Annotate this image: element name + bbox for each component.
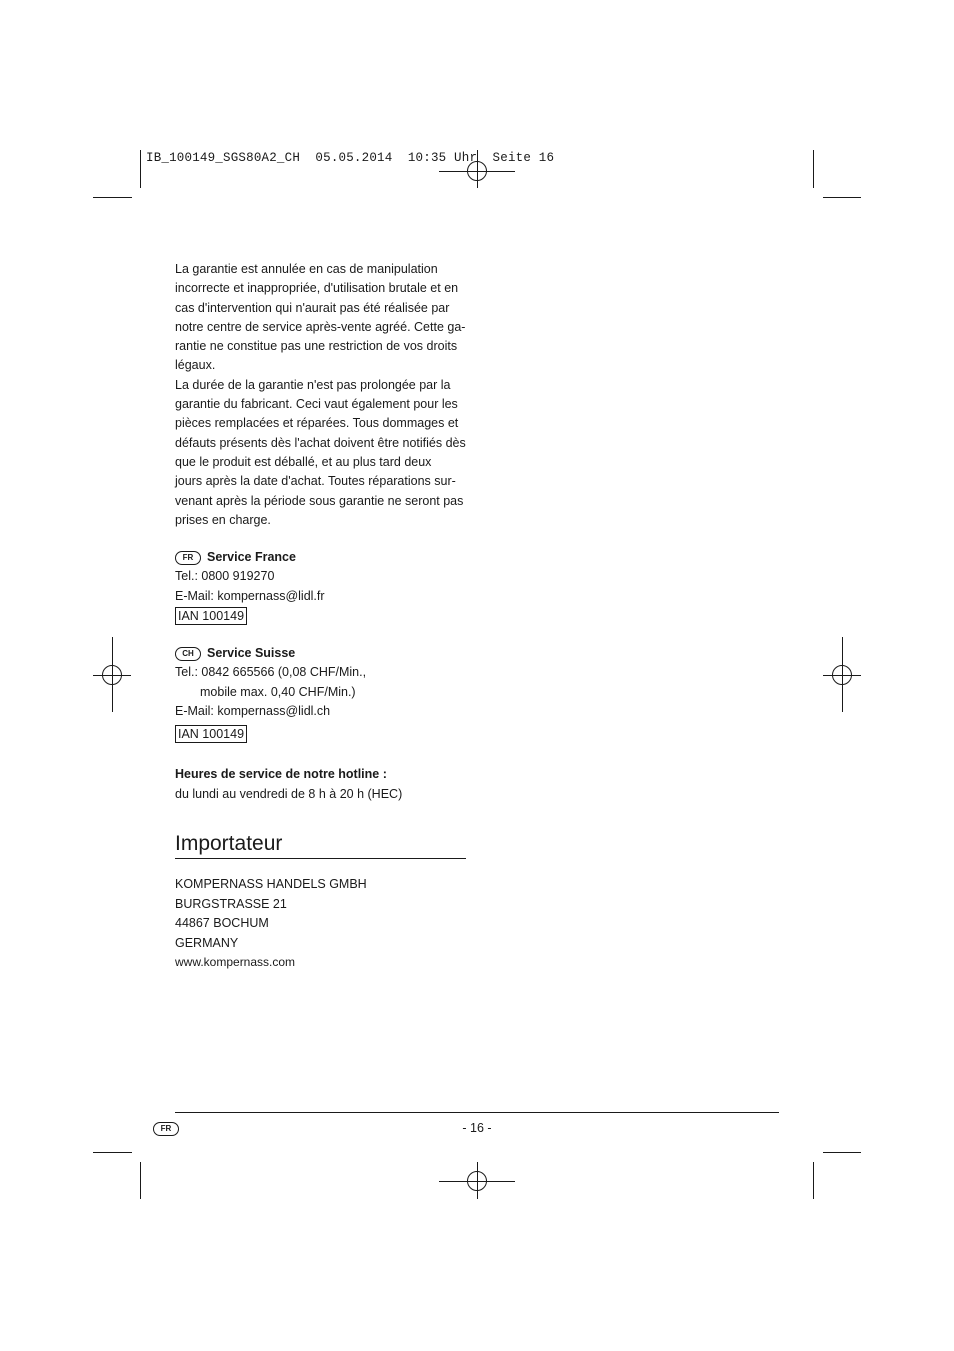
footer-flag	[153, 1121, 179, 1136]
importer-address	[175, 875, 470, 973]
text-line: prises en charge.	[175, 512, 271, 527]
text-line: venant après la période sous garantie ne seront pas	[175, 493, 464, 508]
address-line: KOMPERNASS HANDELS GMBH	[175, 877, 367, 891]
registration-circle	[467, 1171, 487, 1191]
service-suisse-tel-mobile: mobile max. 0,40 CHF/Min.)	[200, 684, 356, 699]
ch-flag-icon: CH	[175, 647, 201, 661]
text-line: rantie ne constitue pas une restriction de vos droits	[175, 339, 458, 354]
fr-flag-icon: FR	[175, 551, 201, 565]
crop-mark	[823, 1152, 861, 1153]
warranty-paragraph-2	[175, 376, 470, 530]
crop-mark	[93, 197, 132, 198]
warranty-section	[175, 260, 470, 530]
text-line: La durée de la garantie n'est pas prolongée par la	[175, 377, 451, 392]
text-line: légaux.	[175, 358, 216, 373]
website: www.kompernass.com	[175, 955, 296, 970]
service-france-title: FR Service France	[175, 548, 470, 567]
service-suisse-section	[175, 644, 470, 744]
registration-circle	[102, 665, 122, 685]
text-line: cas d'intervention qui n'aurait pas été réalisée par	[175, 300, 450, 315]
text-line: notre centre de service après-vente agréé. Cette ga-	[175, 319, 466, 334]
crop-mark	[823, 197, 861, 198]
address-line: BURGSTRASSE 21	[175, 896, 287, 911]
service-suisse-tel: Tel.: 0842 665566 (0,08 CHF/Min.,	[175, 665, 367, 680]
crop-mark	[140, 150, 141, 188]
text-line: La garantie est annulée en cas de manipulation	[175, 262, 438, 276]
heading-rule	[175, 858, 466, 859]
service-france-section	[175, 548, 470, 626]
crop-mark	[93, 1152, 132, 1153]
text-line: que le produit est déballé, et au plus tard deux	[175, 454, 432, 469]
print-slug: IB_100149_SGS80A2_CH 05.05.2014 10:35 Uhr Seite 16	[146, 151, 555, 165]
crop-mark	[813, 150, 814, 188]
hotline-hours: du lundi au vendredi de 8 h à 20 h (HEC)	[175, 787, 403, 801]
service-suisse-email: E-Mail: kompernass@lidl.ch	[175, 703, 331, 718]
warranty-paragraph-1	[175, 260, 470, 376]
service-france-email: E-Mail: kompernass@lidl.fr	[175, 588, 325, 603]
importer-heading: Importateur	[175, 832, 283, 855]
address-line: GERMANY	[175, 935, 239, 950]
address-line: 44867 BOCHUM	[175, 916, 269, 931]
fr-flag-icon: FR	[153, 1122, 179, 1136]
footer-rule	[175, 1112, 779, 1113]
text-line: garantie du fabricant. Ceci vaut également pour les	[175, 397, 458, 412]
service-france-tel: Tel.: 0800 919270	[175, 569, 275, 584]
service-suisse-title: CH Service Suisse	[175, 644, 470, 663]
registration-circle	[832, 665, 852, 685]
importer-heading-block	[175, 831, 470, 857]
crop-mark	[813, 1162, 814, 1199]
hotline-title: Heures de service de notre hotline :	[175, 767, 387, 781]
text-line: pièces remplacées et réparées. Tous dommages et	[175, 416, 459, 431]
ian-box: IAN 100149	[175, 607, 247, 625]
ian-box: IAN 100149	[175, 725, 247, 743]
text-line: jours après la date d'achat. Toutes réparations sur-	[175, 474, 456, 489]
page-number: - 16 -	[462, 1121, 492, 1135]
crop-mark	[140, 1162, 141, 1199]
text-line: défauts présents dès l'achat doivent être notifiés dès	[175, 435, 466, 450]
text-line: incorrecte et inappropriée, d'utilisation brutale et en	[175, 281, 459, 296]
hotline-section	[175, 764, 470, 804]
